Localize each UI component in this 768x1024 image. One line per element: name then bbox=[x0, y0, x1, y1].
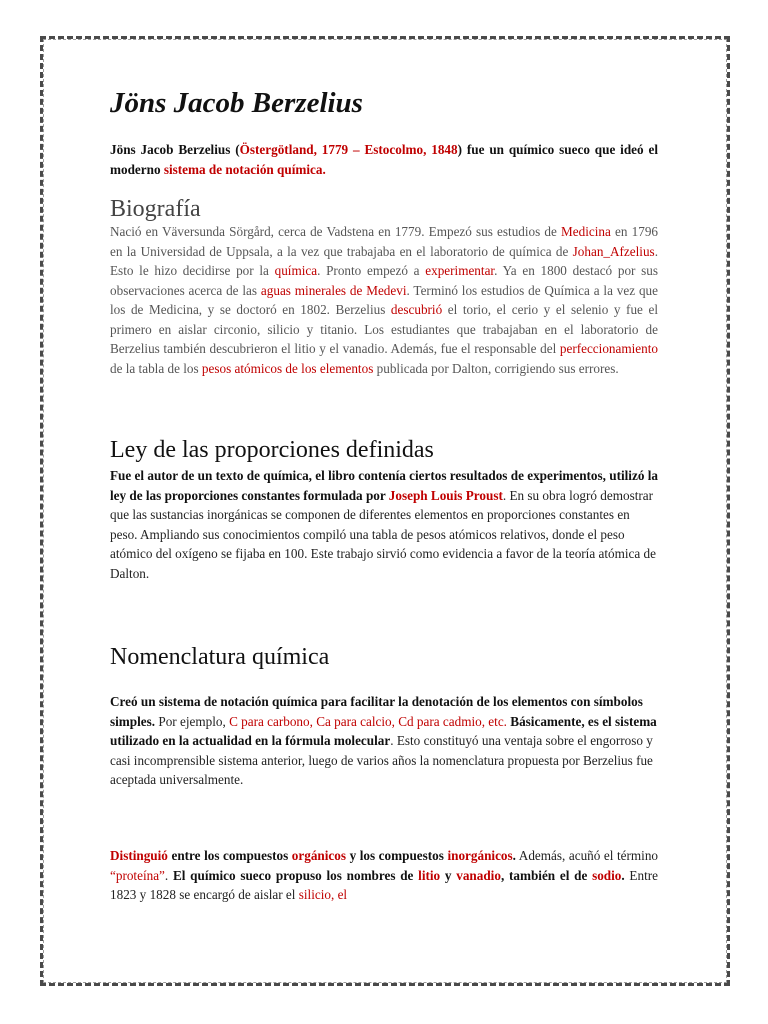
link-descubrio[interactable]: descubrió bbox=[390, 302, 443, 317]
intro-paragraph: Jöns Jacob Berzelius (Östergötland, 1779 – Estocolmo, 1848) fue un químico sueco que ideó el moderno sistema de notación química. bbox=[110, 142, 658, 177]
link-silicio[interactable]: silicio, el bbox=[298, 887, 348, 902]
ley-paragraph: Fue el autor de un texto de química, el libro contenía ciertos resultados de experimentos, utilizó la ley de las proporciones constantes formulada por Joseph Louis Proust. En su obra logró demostrar que las sustancias inorgánicas se componen de diferentes elementos en proporciones constantes en peso. Ampliando sus conocimientos compiló una tabla de pesos atómicos relativos, donde el peso atómico del oxígeno se fijaba en 100. Este trabajo sirvió como evidencia a favor de la teoría atómica de Dalton. bbox=[110, 468, 658, 581]
link-sodio[interactable]: sodio bbox=[592, 867, 622, 883]
link-pesos-atomicos[interactable]: pesos atómicos de los elementos bbox=[201, 360, 374, 376]
heading-ley-proporciones: Ley de las proporciones definidas bbox=[110, 437, 434, 463]
link-distinguio[interactable]: Distinguió bbox=[110, 848, 168, 863]
link-perfeccionamiento[interactable]: perfeccionamiento bbox=[559, 341, 658, 356]
link-organicos[interactable]: orgánicos bbox=[291, 848, 347, 863]
link-joseph-proust[interactable]: Joseph Louis Proust bbox=[388, 487, 503, 503]
link-quimica[interactable]: química bbox=[274, 263, 318, 278]
link-litio[interactable]: litio bbox=[418, 867, 441, 883]
distinguio-paragraph: Distinguió entre los compuestos orgánicos y los compuestos inorgánicos. Además, acuñó el término “proteína”. El químico sueco propuso los nombres de litio y vanadio, también el de sodio. Entre 1823 y 1828 se encargó de aislar el silicio, el bbox=[110, 848, 659, 902]
link-afzelius[interactable]: Johan_Afzelius bbox=[572, 243, 655, 259]
link-medicina[interactable]: Medicina bbox=[561, 224, 611, 239]
link-vanadio[interactable]: vanadio bbox=[456, 867, 501, 883]
link-simbolos-ejemplo[interactable]: C para carbono, Ca para calcio, Cd para cadmio, etc. bbox=[229, 713, 507, 729]
link-experimentar[interactable]: experimentar bbox=[425, 263, 495, 278]
heading-biografia: Biografía bbox=[110, 196, 201, 222]
link-proteina[interactable]: “proteína” bbox=[110, 867, 165, 883]
heading-nomenclatura: Nomenclatura química bbox=[110, 644, 330, 670]
biografia-paragraph: Nació en Väversunda Sörgård, cerca de Vadstena en 1779. Empezó sus estudios de Medicina en 1796 en la Universidad de Uppsala, a la vez que trabajaba en el laboratorio de química de Johan_Afzelius. Esto le hizo decidirse por la química. Pronto empezó a experimentar. Ya en 1800 destacó por sus observaciones acerca de las aguas minerales de Medevi. Terminó los estudios de Química a la vez que los de Medicina, y se doctoró en 1802. Berzelius descubrió el torio, el cerio y el selenio y fue el primero en aislar circonio, silicio y titanio. Los estudiantes que trabajaban en el laboratorio de Berzelius también descubrieron el litio y el vanadio. Además, fue el responsable del perfeccionamiento de la tabla de los pesos atómicos de los elementos publicada por Dalton, corrigiendo sus errores. bbox=[110, 224, 659, 376]
page-title: Jöns Jacob Berzelius bbox=[110, 87, 363, 119]
link-inorganicos[interactable]: inorgánicos bbox=[447, 848, 513, 863]
intro-name: Jöns Jacob Berzelius bbox=[110, 142, 231, 157]
place-dates-link[interactable]: Östergötland, 1779 – Estocolmo, 1848 bbox=[239, 142, 458, 157]
nomenclatura-paragraph: Creó un sistema de notación química para facilitar la denotación de los elementos con símbolos simples. Por ejemplo, C para carbono, Ca para calcio, Cd para cadmio, etc. Básicamente, es el sistema utilizado en la actualidad en la fórmula molecular. Esto constituyó una ventaja sobre el engorroso y casi incomprensible sistema anterior, luego de varios años la nomenclatura propuesta por Berzelius fue aceptada universalmente. bbox=[110, 694, 657, 787]
notation-system-link[interactable]: sistema de notación química. bbox=[163, 162, 326, 177]
link-aguas-minerales[interactable]: aguas minerales de Medevi bbox=[260, 282, 407, 298]
